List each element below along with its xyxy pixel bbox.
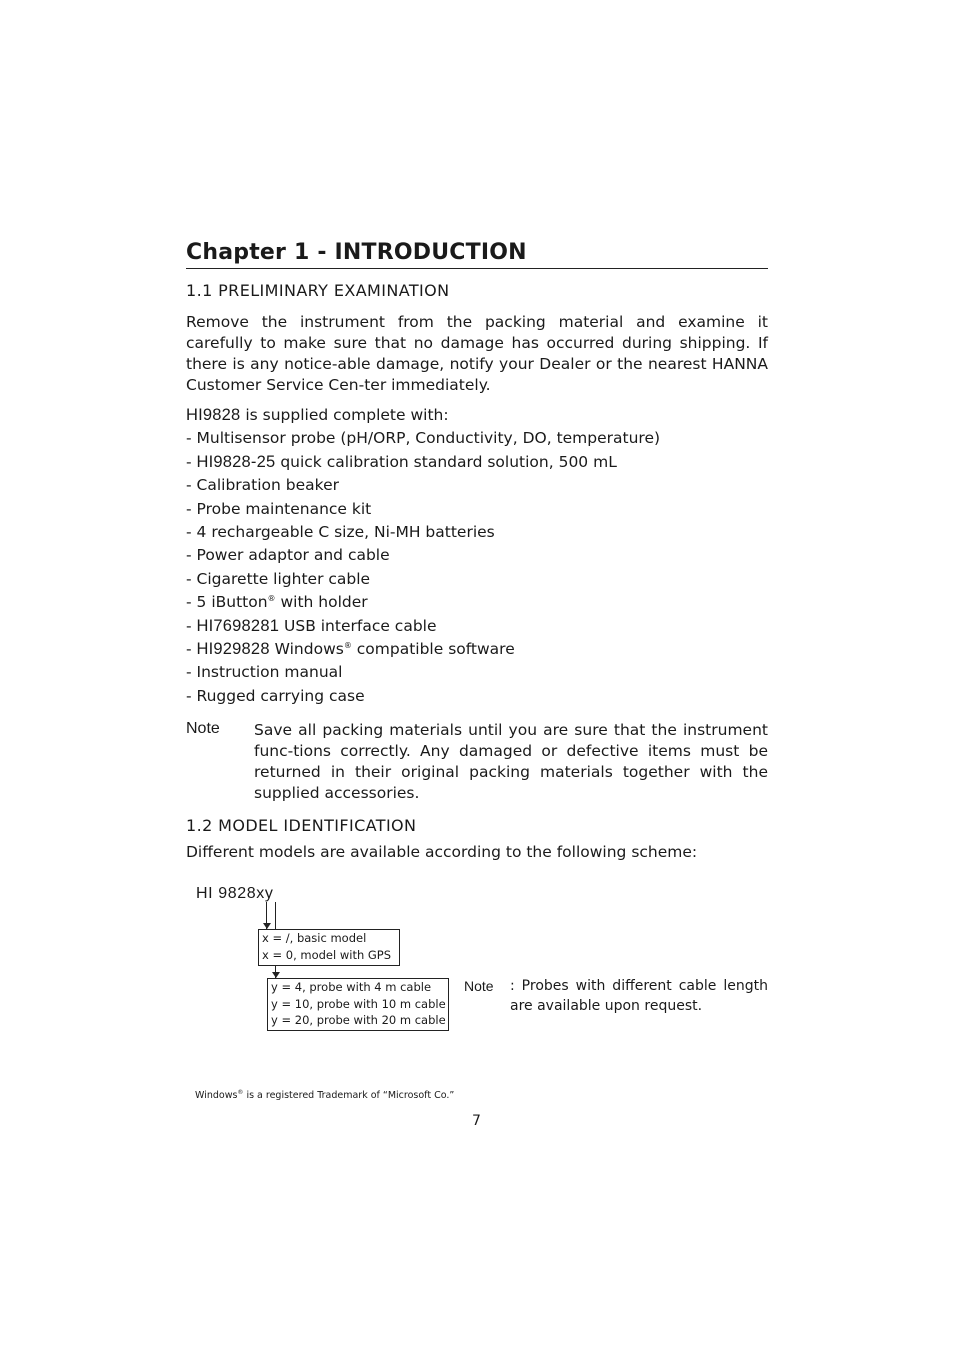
list-item [186, 638, 768, 661]
list-item [186, 451, 768, 474]
list-item [186, 568, 768, 591]
list-item-text: Calibration beaker [196, 476, 339, 495]
list-item [186, 521, 768, 544]
list-bullet: - [186, 686, 197, 705]
list-bullet: - [186, 616, 197, 635]
list-bullet: - [186, 639, 197, 658]
y-option: y = 4, probe with 4 m cable [271, 980, 432, 994]
list-item-text: 5 iButton [196, 593, 268, 612]
list-item-text: 4 rechargeable C size, Ni-MH batteries [196, 522, 495, 541]
list-item [186, 661, 768, 684]
list-item-text: Instruction manual [196, 663, 343, 682]
registered-mark: ® [267, 594, 276, 604]
list-item-text: Cigarette lighter cable [196, 569, 371, 588]
y-options-box [267, 978, 449, 1031]
note-text: Save all packing materials until you are sure that the instrument func-tions correctly. Any damaged or defective items must be returned in their original packing materials together with the supplied accessories. [254, 721, 768, 802]
footnote-text: Windows [195, 1090, 238, 1101]
supplied-text: is supplied complete with: [240, 406, 449, 424]
list-item-text: Multisensor probe (pH/ORP, Conductivity, DO, temperature) [196, 429, 661, 448]
list-item [186, 615, 768, 638]
list-bullet: - [186, 476, 197, 495]
list-item [186, 498, 768, 521]
supplied-header [186, 404, 768, 427]
model-scheme-diagram [186, 880, 768, 1050]
list-item [186, 427, 768, 450]
model-number: HI7698281 [196, 616, 280, 635]
note-label: Note [186, 720, 220, 737]
chapter-title: Chapter 1 - INTRODUCTION [186, 240, 768, 269]
model-code: HI 9828xy [196, 885, 274, 902]
list-item [186, 474, 768, 497]
list-item-text: Windows [269, 639, 344, 658]
list-item-suffix: compatible software [351, 639, 515, 658]
page-number: 7 [472, 1113, 481, 1129]
list-bullet: - [186, 429, 197, 448]
list-item-text: Rugged carrying case [196, 686, 365, 705]
list-bullet: - [186, 569, 197, 588]
list-item [186, 591, 768, 614]
model-number: HI9828-25 [196, 452, 276, 471]
list-item-text: Power adaptor and cable [196, 546, 390, 565]
list-bullet: - [186, 522, 197, 541]
list-item-suffix: with holder [275, 593, 368, 612]
list-bullet: - [186, 546, 197, 565]
footnote-suffix: is a registered Trademark of “Microsoft Co.” [243, 1090, 455, 1101]
trademark-footnote [195, 1090, 454, 1101]
list-item-text: USB interface cable [279, 616, 437, 635]
y-option: y = 10, probe with 10 m cable [271, 996, 446, 1011]
list-item-text: quick calibration standard solution, 500 mL [275, 452, 617, 471]
x-option: x = /, basic model [262, 931, 367, 945]
x-options-box [258, 929, 400, 966]
list-bullet: - [186, 663, 197, 682]
model-intro: Different models are available according to the following scheme: [186, 843, 698, 861]
registered-mark: ® [343, 640, 352, 650]
section-title-model-identification: 1.2 MODEL IDENTIFICATION [186, 816, 417, 835]
list-bullet: - [186, 499, 197, 518]
model-number: HI9828 [186, 406, 241, 424]
side-note-text: : Probes with different cable length are available upon request. [510, 978, 768, 1014]
list-bullet: - [186, 452, 197, 471]
x-option: x = 0, model with GPS [262, 947, 392, 962]
list-item [186, 685, 768, 708]
supplied-items-list [186, 404, 768, 708]
side-note-label: Note [464, 978, 494, 994]
list-bullet: - [186, 593, 197, 612]
intro-paragraph: Remove the instrument from the packing material and examine it carefully to make sure that no damage has occurred during shipping. If there is any notice-able damage, notify your Dealer or the nearest HANNA Customer Service Cen-ter immediately. [186, 313, 768, 394]
registered-mark: ® [237, 1089, 244, 1096]
model-number: HI929828 [196, 639, 270, 658]
list-item-text: Probe maintenance kit [196, 499, 372, 518]
list-item [186, 544, 768, 567]
y-option: y = 20, probe with 20 m cable [271, 1013, 446, 1027]
section-title-preliminary-examination: 1.1 PRELIMINARY EXAMINATION [186, 281, 450, 300]
